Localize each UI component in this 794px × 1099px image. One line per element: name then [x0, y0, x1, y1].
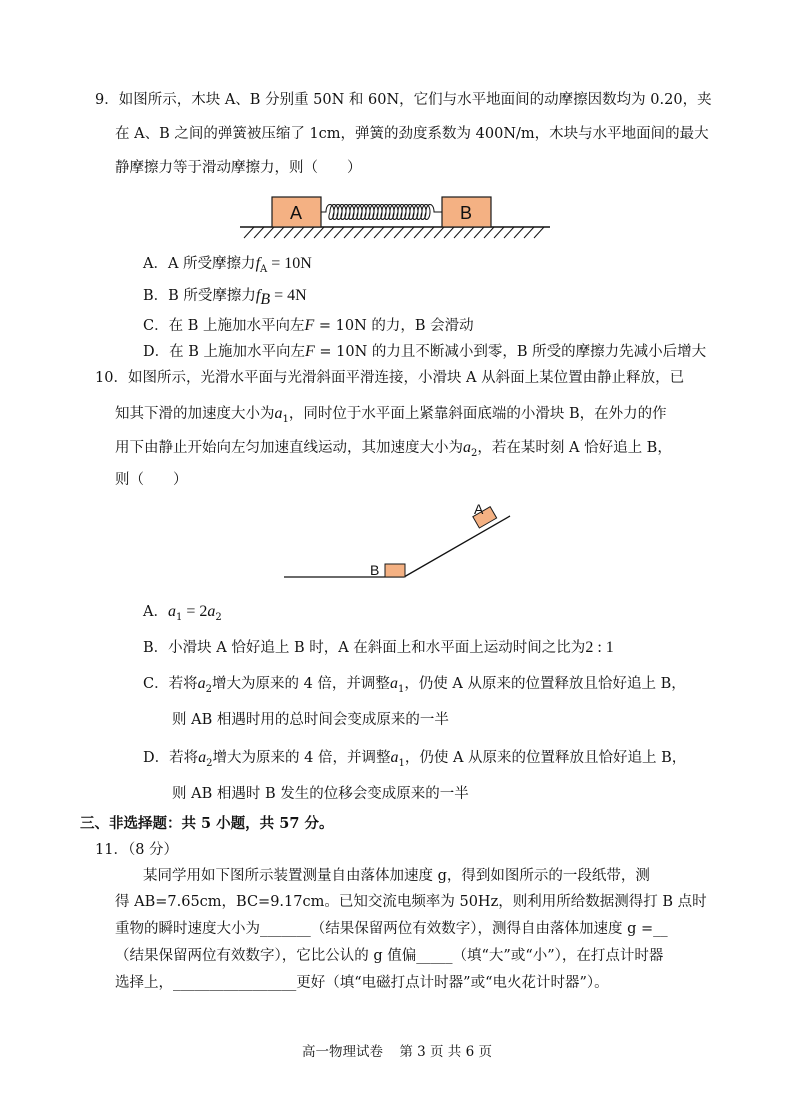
- q10-a1-symbol: a: [274, 405, 283, 422]
- q9-stem-line2: 在 A、B 之间的弹簧被压缩了 1cm，弹簧的劲度系数为 400N/m，木块与水平地面间的最大: [115, 126, 709, 142]
- block-b-label: B: [459, 203, 473, 223]
- q10-option-b: [143, 638, 614, 658]
- footer-page-number: 第 3 页 共 6 页: [399, 1044, 492, 1060]
- q9-option-d: [143, 342, 706, 362]
- q10-stem-line3-a: 用下由静止开始向左匀加速直线运动，其加速度大小为: [115, 440, 463, 456]
- q9-option-c-text: C．在 B 上施加水平向左: [143, 318, 305, 334]
- q10-stem-line3: [115, 438, 672, 464]
- q9-option-c-symbol: F: [304, 317, 315, 334]
- q10-option-c-a2: a: [197, 675, 206, 692]
- q10-stem-line3-b: ，若在某时刻 A 恰好追上 B，: [477, 440, 672, 456]
- q10-option-c-line2: 则 AB 相遇时用的总时间会变成原来的一半: [172, 712, 449, 728]
- footer-title: 高一物理试卷: [302, 1044, 384, 1060]
- q10-label-b: B: [370, 562, 380, 578]
- q10-option-b-ratio: 2 : 1: [585, 639, 614, 656]
- q9-option-d-symbol: F: [305, 343, 315, 360]
- q11-line4: （结果保留两位有效数字），它比公认的 g 值偏_____（填“大”或“小”），在打点计时器: [115, 948, 664, 964]
- q10-option-a-a2: a: [207, 603, 216, 620]
- q10-a2-symbol: a: [463, 439, 471, 456]
- q10-option-a-eq: = 2: [182, 603, 208, 620]
- q9-stem-line3: 静摩擦力等于滑动摩擦力，则（ ）: [115, 160, 362, 176]
- q10-a2-sub: 2: [471, 447, 478, 459]
- q10-stem-line2-b: ，同时位于水平面上紧靠斜面底端的小滑块 B，在外力的作: [288, 406, 667, 422]
- q10-option-d-post: ，仍使 A 从原来的位置释放且恰好追上 B，: [404, 750, 687, 766]
- q10-incline: [404, 516, 510, 577]
- q11-line3: 重物的瞬时速度大小为_______（结果保留两位有效数字），测得自由落体加速度 g =__: [115, 921, 668, 937]
- q10-a1-sub: 1: [282, 413, 289, 425]
- q9-option-a-sub: A: [260, 263, 268, 275]
- q10-block-b: [385, 564, 405, 577]
- q10-option-c-a1-sub: 1: [397, 683, 405, 695]
- q10-option-c: [143, 674, 686, 700]
- q10-option-a-a2-sub: 2: [215, 611, 222, 623]
- q10-option-c-pre: C．若将: [143, 676, 198, 692]
- q10-option-c-a1: a: [389, 675, 398, 692]
- q10-option-c-mid: 增大为原来的 4 倍，并调整: [211, 676, 390, 692]
- q10-option-c-post: ，仍使 A 从原来的位置释放且恰好追上 B，: [404, 676, 686, 692]
- q9-option-c-rest: = 10N 的力，B 会滑动: [314, 318, 474, 334]
- section-3-heading: 三、非选择题：共 5 小题，共 57 分。: [80, 815, 334, 832]
- page-footer: [0, 1040, 794, 1060]
- q9-option-d-text: D．在 B 上施加水平向左: [143, 344, 305, 360]
- q10-option-d-mid: 增大为原来的 4 倍，并调整: [212, 750, 391, 766]
- q10-option-d-a1: a: [390, 749, 399, 766]
- q10-stem-line4: 则（ ）: [115, 472, 188, 488]
- q9-stem-line1: 9．如图所示，木块 A、B 分别重 50N 和 60N，它们与水平地面间的动摩擦因数均为 0.20，夹: [95, 92, 712, 108]
- q9-option-a: [143, 254, 312, 280]
- q10-option-d-pre: D．若将: [143, 750, 199, 766]
- q9-option-b: [143, 286, 307, 310]
- q9-option-b-symbol: f: [255, 287, 261, 304]
- q9-option-b-value: = 4N: [270, 287, 307, 304]
- q10-stem-line2-a: 知其下滑的加速度大小为: [115, 406, 275, 422]
- q10-stem-line2: [115, 404, 667, 430]
- q9-option-b-sub: B: [260, 290, 271, 308]
- q11-line5: 选择上，_________________更好（填“电磁打点计时器”或“电火花计时器”）。: [115, 975, 609, 991]
- q10-option-d-a2-sub: 2: [206, 757, 213, 769]
- q10-option-d: [143, 748, 686, 774]
- q10-option-a-a1: a: [167, 603, 176, 620]
- q10-option-c-a2-sub: 2: [205, 683, 212, 695]
- block-a-label: A: [289, 203, 303, 223]
- q10-option-d-a1-sub: 1: [398, 757, 405, 769]
- q10-label-a: A: [474, 501, 484, 517]
- q9-option-a-text: A．A 所受摩擦力: [143, 256, 256, 272]
- q11-line1: 某同学用如下图所示装置测量自由落体加速度 g，得到如图所示的一段纸带，测: [143, 868, 650, 884]
- q9-option-d-rest: = 10N 的力且不断减小到零，B 所受的摩擦力先减小后增大: [314, 344, 707, 360]
- q9-option-a-symbol: f: [255, 255, 261, 272]
- q9-option-b-text: B．B 所受摩擦力: [143, 288, 256, 304]
- spring: [321, 205, 442, 220]
- q10-stem-line1: 10．如图所示，光滑水平面与光滑斜面平滑连接，小滑块 A 从斜面上某位置由静止释放，已: [95, 370, 685, 386]
- q10-option-a-label: A．: [143, 604, 168, 620]
- q10-option-d-a2: a: [198, 749, 207, 766]
- q9-option-c: [143, 316, 474, 336]
- q11-header: 11．（8 分）: [95, 842, 179, 858]
- q9-ground-hatch: [244, 227, 544, 238]
- q10-option-d-line2: 则 AB 相遇时 B 发生的位移会变成原来的一半: [172, 786, 469, 802]
- q9-option-a-value: = 10N: [267, 255, 312, 272]
- q10-option-b-text: B．小滑块 A 恰好追上 B 时，A 在斜面上和水平面上运动时间之比为: [143, 640, 586, 656]
- q11-line2: 得 AB=7.65cm，BC=9.17cm。已知交流电频率为 50Hz，则利用所给数据测得打 B 点时: [115, 894, 707, 910]
- q10-option-a: [143, 602, 222, 628]
- q10-option-a-a1-sub: 1: [175, 611, 183, 623]
